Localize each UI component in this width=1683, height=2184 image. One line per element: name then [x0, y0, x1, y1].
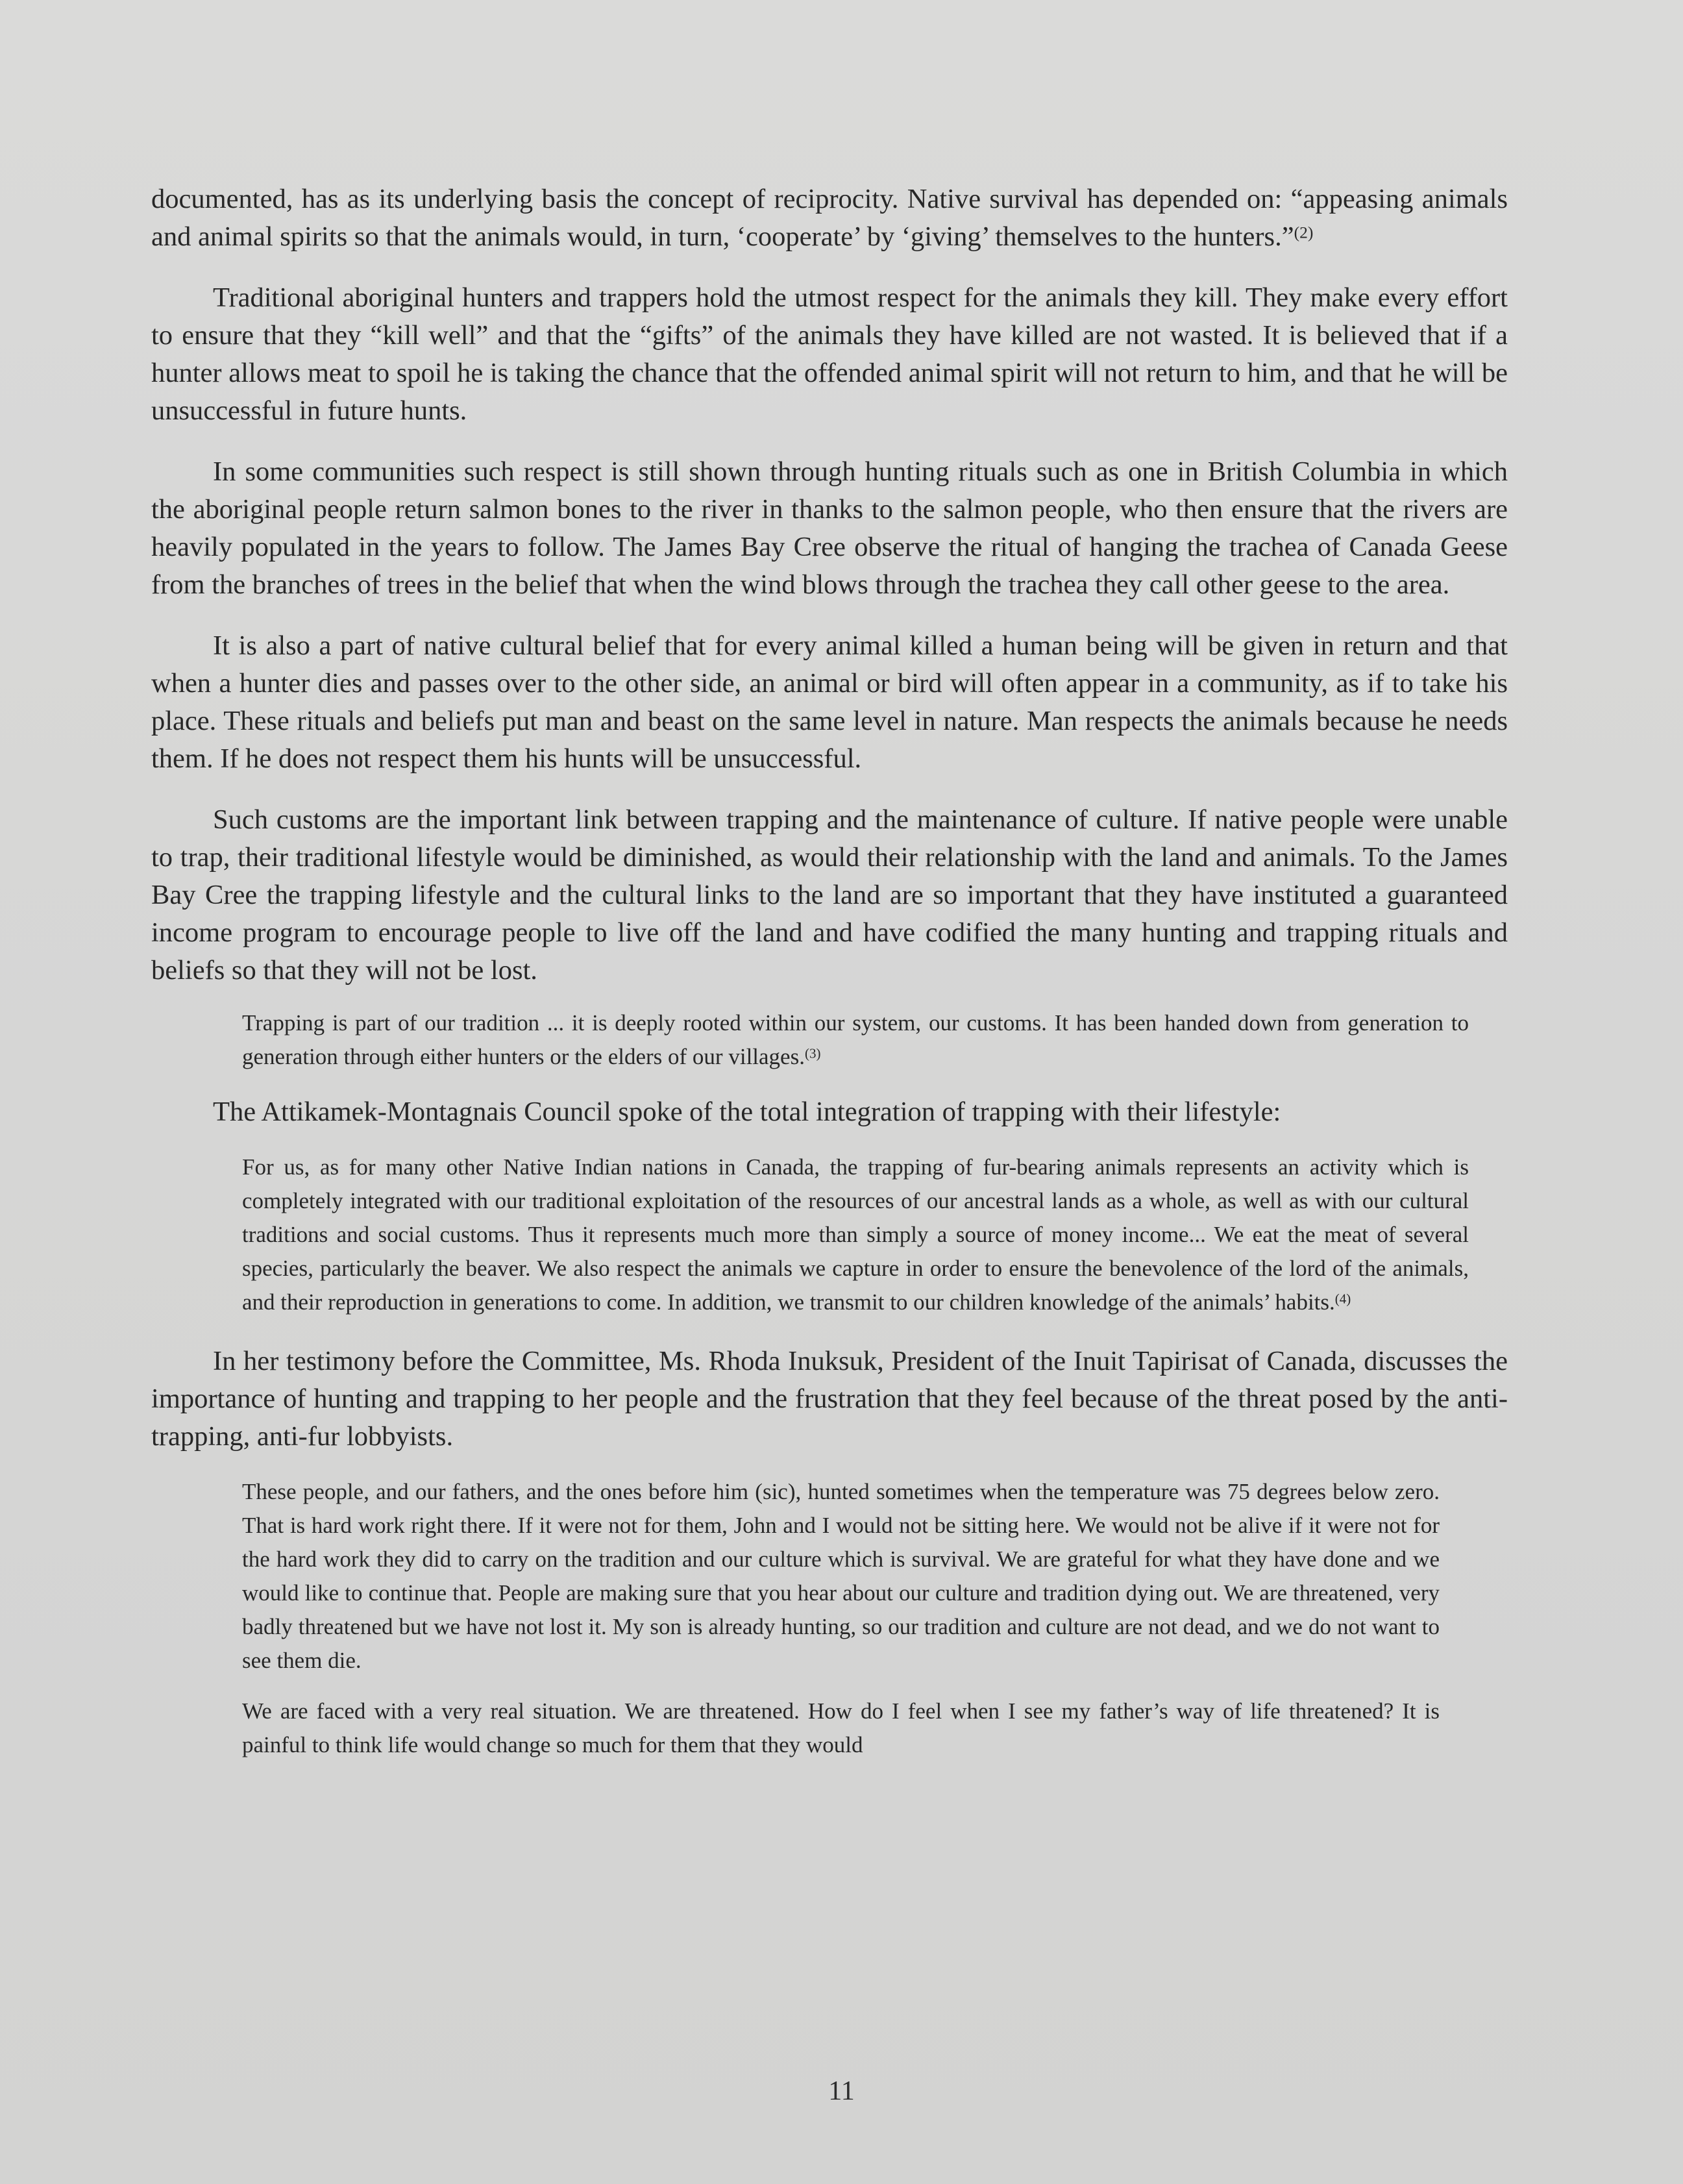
quote-text: For us, as for many other Native Indian nations in Canada, the trapping of fur-bearing animals represents an activity which is completely integrated with our traditional exploitation of the resources of our ancestral lands as a whole, as well as with our cultural traditions and social customs. Thus it represents much more than simply a source of money income... We eat the meat of several species, particularly the beaver. We also respect the animals we capture in order to ensure the benevolence of the lord of the animals, and their reproduction in generations to come. In addition, we transmit to our children knowledge of the animals’ habits.	[242, 1154, 1469, 1315]
paragraph-inuksuk: In her testimony before the Committee, Ms. Rhoda Inuksuk, President of the Inuit Tapirisat of Canada, discusses the importance of hunting and trapping to her people and the frustration that they feel because of the threat posed by the anti-trapping, anti-fur lobbyists.	[151, 1346, 1508, 1452]
paragraph-attikamek: The Attikamek-Montagnais Council spoke of the total integration of trapping with their lifestyle:	[213, 1097, 1281, 1127]
paragraph-rituals: In some communities such respect is still shown through hunting rituals such as one in British Columbia in which the aboriginal people return salmon bones to the river in thanks to the salmon people, who then ensure that the rivers are heavily populated in the years to follow. The James Bay Cree observe the ritual of hanging the trachea of Canada Geese from the branches of trees in the belief that when the wind blows through the trachea they call other geese to the area.	[151, 456, 1508, 600]
footnote-ref: (3)	[804, 1045, 821, 1061]
block-quote-attikamek	[242, 1150, 1469, 1319]
quote-text: Trapping is part of our tradition ... it is deeply rooted within our system, our customs. It has been handed down from generation to generation through either hunters or the elders of our villages.	[242, 1010, 1469, 1069]
paragraph-reciprocity	[151, 180, 1508, 256]
block-quote-fathers: These people, and our fathers, and the ones before him (sic), hunted sometimes when the temperature was 75 degrees below zero. That is hard work right there. If it were not for them, John and I would not be sitting here. We would not be alive if it were not for the hard work they did to carry on the tradition and our culture which is survival. We are grateful for what they have done and we would like to continue that. People are making sure that you hear about our culture and tradition dying out. We are threatened, very badly threatened but we have not lost it. My son is already hunting, so our tradition and culture are not dead, and we do not want to see them die.	[242, 1479, 1440, 1673]
footnote-ref: (4)	[1334, 1291, 1351, 1307]
paragraph-respect: Traditional aboriginal hunters and trappers hold the utmost respect for the animals they kill. They make every effort to ensure that they “kill well” and that the “gifts” of the animals they have killed are not wasted. It is believed that if a hunter allows meat to spoil he is taking the chance that the offended animal spirit will not return to him, and that he will be unsuccessful in future hunts.	[151, 282, 1508, 426]
paragraph-customs: Such customs are the important link between trapping and the maintenance of culture. If native people were unable to trap, their traditional lifestyle would be diminished, as would their relationship with the land and animals. To the James Bay Cree the trapping lifestyle and the cultural links to the land are so important that they have instituted a guaranteed income program to encourage people to live off the land and have codified the many hunting and trapping rituals and beliefs so that they will not be lost.	[151, 804, 1508, 986]
page-body	[151, 180, 1508, 1762]
footnote-ref: (2)	[1294, 223, 1314, 242]
block-quote-tradition	[242, 1006, 1469, 1074]
block-quote-threatened: We are faced with a very real situation. We are threatened. How do I feel when I see my father’s way of life threatened? It is painful to think life would change so much for them that they would	[242, 1698, 1440, 1757]
page-number: 11	[828, 2076, 855, 2106]
paragraph-text: documented, has as its underlying basis the concept of reciprocity. Native survival has depended on: “appeasing animals and animal spirits so that the animals would, in turn, ‘cooperate’ by ‘giving’ themselves to the hunters.”	[151, 184, 1508, 252]
paragraph-belief: It is also a part of native cultural belief that for every animal killed a human being will be given in return and that when a hunter dies and passes over to the other side, an animal or bird will often appear in a community, as if to take his place. These rituals and beliefs put man and beast on the same level in nature. Man respects the animals because he needs them. If he does not respect them his hunts will be unsuccessful.	[151, 630, 1508, 774]
